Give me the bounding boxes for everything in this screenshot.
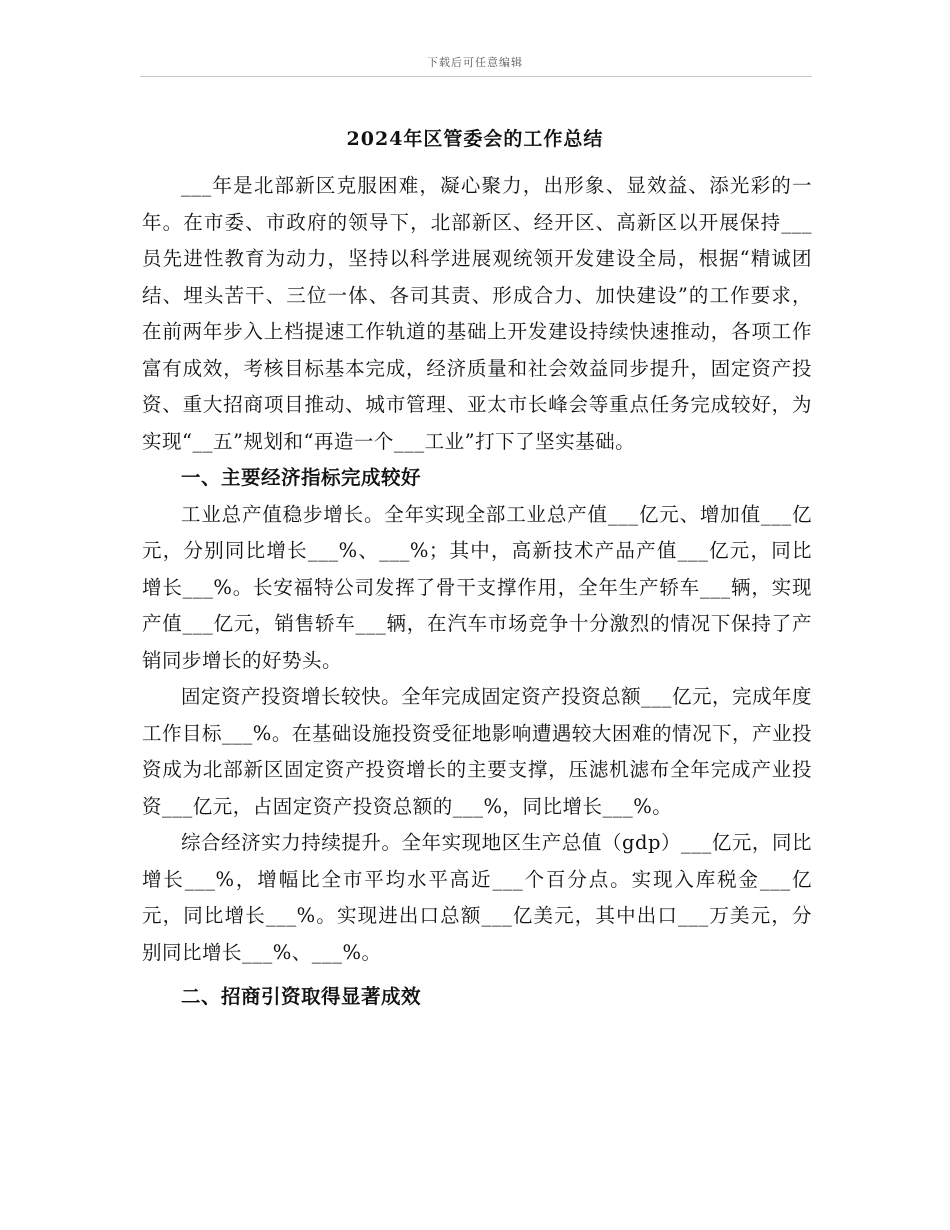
section-heading-1: 一、主要经济指标完成较好 [181,466,422,489]
header-divider [140,76,812,77]
intro-paragraph: ___年是北部新区克服困难，凝心聚力，出形象、显效益、添光彩的一年。在市委、市政府的领导下，北部新区、经开区、高新区以开展保持___员先进性教育为动力，坚持以科学进展观统领开发建设全局，根据“精诚团结、埋头苦干、三位一体、各司其责、形成合力、加快建设”的工作要求，在前两年步入上档提速工作轨道的基础上开发建设持续快速推动，各项工作富有成效，考核目标基本完成，经济质量和社会效益同步提升，固定资产投资、重大招商项目推动、城市管理、亚太市长峰会等重点任务完成较好，为实现“__五”规划和“再造一个___工业”打下了坚实基础。 [142,174,812,453]
document-body [142,168,812,1016]
paragraph-industrial-output: 工业总产值稳步增长。全年实现全部工业总产值___亿元、增加值___亿元，分别同比增长___%、___%；其中，高新技术产品产值___亿元，同比增长___%。长安福特公司发挥了骨干支撑作用，全年生产轿车___辆，实现产值___亿元，销售轿车___辆，在汽车市场竞争十分激烈的情况下保持了产销同步增长的好势头。 [142,502,812,672]
page-header: 下载后可任意编辑 [427,56,523,69]
paragraph-fixed-asset-investment: 固定资产投资增长较快。全年完成固定资产投资总额___亿元，完成年度工作目标___%。在基础设施投资受征地影响遭遇较大困难的情况下，产业投资成为北部新区固定资产投资增长的主要支撑，压滤机滤布全年完成产业投资___亿元，占固定资产投资总额的___%，同比增长___%。 [142,685,812,818]
document-title: 2024年区管委会的工作总结 [346,128,604,150]
paragraph-economic-strength: 综合经济实力持续提升。全年实现地区生产总值（gdp）___亿元，同比增长___%，增幅比全市平均水平高近___个百分点。实现入库税金___亿元，同比增长___%。实现进出口总额___亿美元，其中出口___万美元，分别同比增长___%、___%。 [142,831,812,964]
section-heading-2: 二、招商引资取得显著成效 [181,985,422,1008]
